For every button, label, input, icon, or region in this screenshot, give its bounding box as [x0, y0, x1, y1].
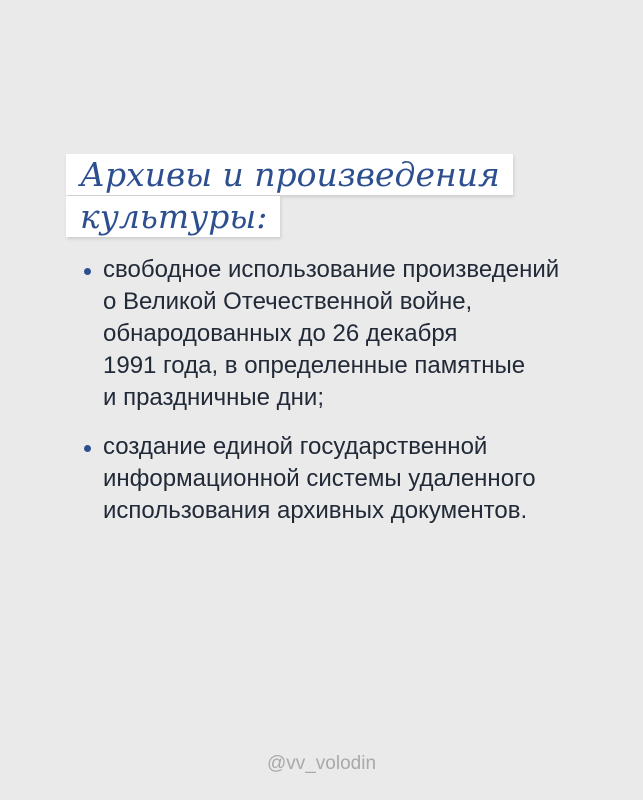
bullet-text-line: информационной системы удаленного: [103, 465, 536, 492]
bullet-list: [80, 254, 620, 527]
bullet-text-line: использования архивных документов.: [103, 497, 528, 524]
bullet-dot-icon: [84, 268, 91, 275]
bullet-text-line: свободное использование произведений: [103, 256, 560, 283]
section-heading: [66, 154, 513, 237]
bullet-text-line: создание единой государственной: [103, 433, 488, 460]
bullet-text-line: обнародованных до 26 декабря: [103, 320, 458, 347]
heading-line-1: Архивы и произведения: [66, 154, 513, 195]
bullet-text-line: и праздничные дни;: [103, 384, 324, 411]
author-handle: @vv_volodin: [266, 753, 377, 774]
bullet-text-line: 1991 года, в определенные памятные: [103, 352, 526, 379]
bullet-item-free-use: [80, 254, 620, 414]
bullet-text-line: о Великой Отечественной войне,: [103, 288, 473, 315]
bullet-item-archive-system: [80, 431, 620, 527]
heading-line-2: культуры:: [66, 196, 280, 237]
bullet-dot-icon: [84, 445, 91, 452]
